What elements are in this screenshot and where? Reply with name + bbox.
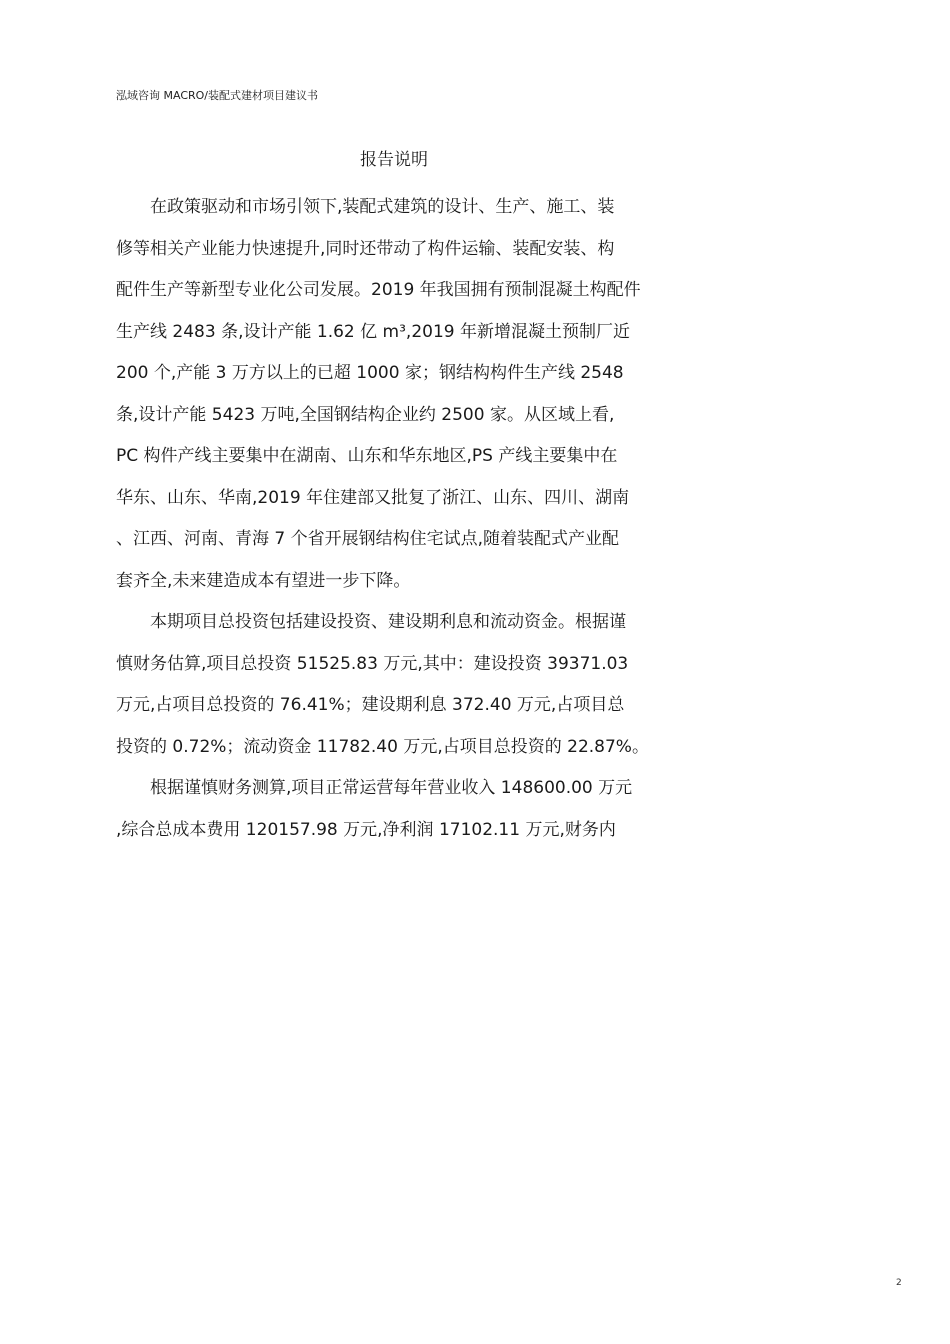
paragraph-line: 本期项目总投资包括建设投资、建设期利息和流动资金。根据谨 (150, 612, 626, 632)
paragraph-line: 配件生产等新型专业化公司发展。2019 年我国拥有预制混凝土构配件 (116, 280, 641, 300)
paragraph-line: 根据谨慎财务测算,项目正常运营每年营业收入 148600.00 万元 (150, 778, 633, 798)
paragraph-line: 修等相关产业能力快速提升,同时还带动了构件运输、装配安装、构 (116, 238, 615, 259)
paragraph-line: 万元,占项目总投资的 76.41%；建设期利息 372.40 万元,占项目总 (116, 695, 625, 715)
paragraph-line: 在政策驱动和市场引领下,装配式建筑的设计、生产、施工、装 (150, 197, 615, 217)
paragraph-line: ,综合总成本费用 120157.98 万元,净利润 17102.11 万元,财务内 (116, 819, 616, 840)
paragraph-line: 、江西、河南、青海 7 个省开展钢结构住宅试点,随着装配式产业配 (116, 529, 620, 549)
page-number: 2 (896, 1278, 902, 1288)
running-header: 泓域咨询 MACRO/装配式建材项目建议书 (116, 89, 319, 102)
paragraph-line: PC 构件产线主要集中在湖南、山东和华东地区,PS 产线主要集中在 (116, 446, 618, 466)
paragraph-line: 套齐全,未来建造成本有望进一步下降。 (116, 570, 411, 591)
paragraph-line: 生产线 2483 条,设计产能 1.62 亿 m³,2019 年新增混凝土预制厂近 (116, 321, 630, 342)
section-title: 报告说明 (360, 150, 428, 170)
paragraph-line: 慎财务估算,项目总投资 51525.83 万元,其中：建设投资 39371.03 (116, 653, 629, 674)
paragraph-line: 华东、山东、华南,2019 年住建部又批复了浙江、山东、四川、湖南 (116, 487, 630, 508)
body-text (116, 187, 736, 851)
paragraph-line: 条,设计产能 5423 万吨,全国钢结构企业约 2500 家。从区域上看, (116, 404, 615, 425)
paragraph-line: 200 个,产能 3 万方以上的已超 1000 家；钢结构构件生产线 2548 (116, 363, 624, 383)
paragraph-line: 投资的 0.72%；流动资金 11782.40 万元,占项目总投资的 22.87%。 (116, 736, 649, 757)
